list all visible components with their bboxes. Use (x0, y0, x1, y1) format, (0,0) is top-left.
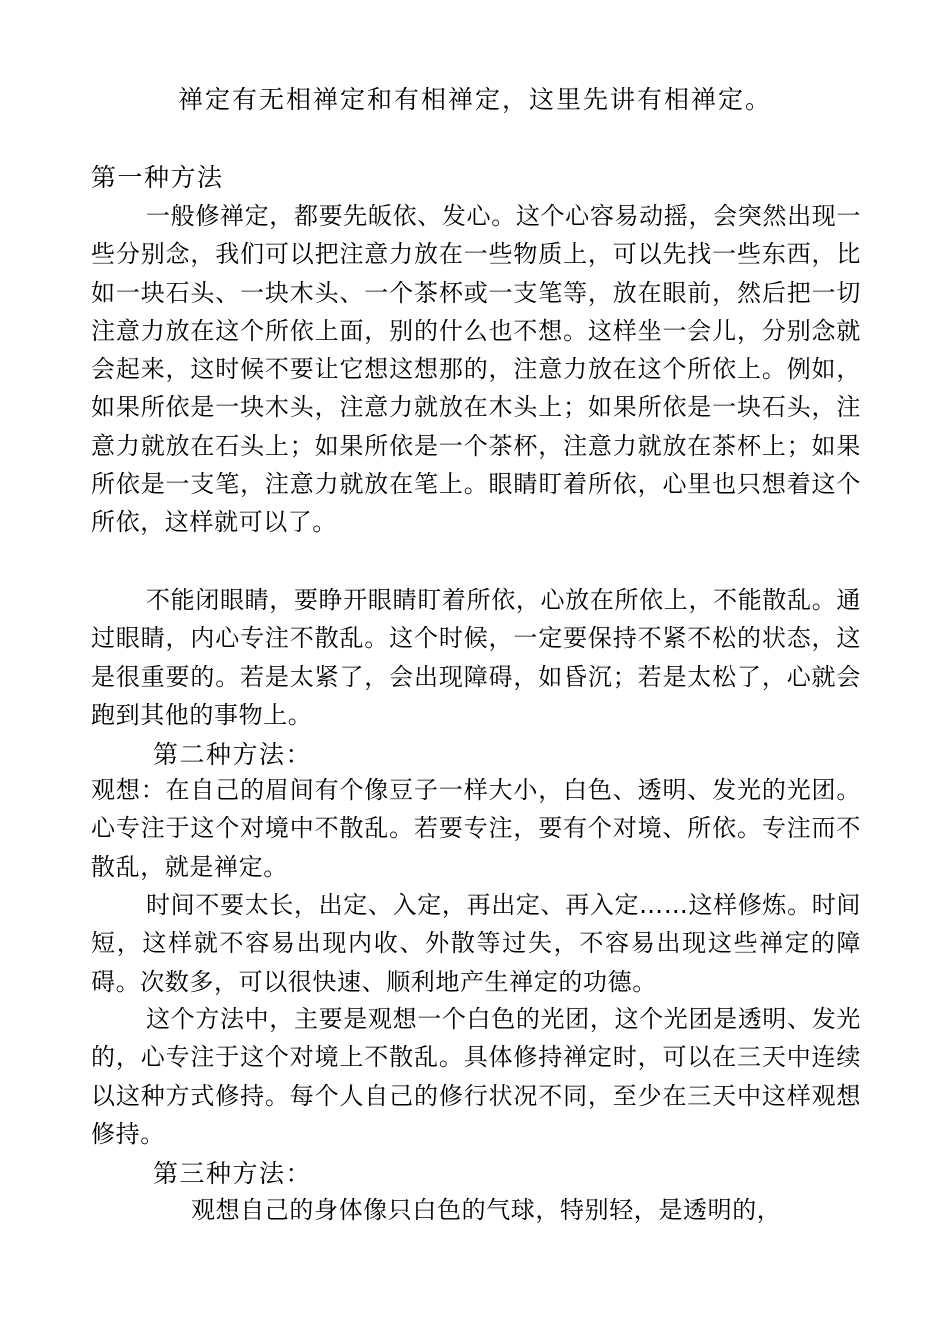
paragraph: 观想：在自己的眉间有个像豆子一样大小，白色、透明、发光的光团。心专注于这个对境中不散乱。若要专注，要有个对境、所依。专注而不散乱，就是禅定。 (91, 776, 861, 881)
paragraph: 观想自己的身体像只白色的气球，特别轻，是透明的， (191, 1196, 782, 1224)
paragraph: 一般修禅定，都要先皈依、发心。这个心容易动摇，会突然出现一些分别念，我们可以把注意力放在一些物质上，可以先找一些东西，比如一块石头、一块木头、一个茶杯或一支笔等，放在眼前，然后把一切注意力放在这个所依上面，别的什么也不想。这样坐一会儿，分别念就会起来，这时候不要让它想这想那的，注意力放在这个所依上。例如，如果所依是一块木头，注意力就放在木头上；如果所依是一块石头，注意力就放在石头上；如果所依是一个茶杯，注意力就放在茶杯上；如果所依是一支笔，注意力就放在笔上。眼睛盯着所依，心里也只想着这个所依，这样就可以了。 (91, 202, 861, 537)
paragraph: 这个方法中，主要是观想一个白色的光团，这个光团是透明、发光的，心专注于这个对境上不散乱。具体修持禅定时，可以在三天中连续以这种方式修持。每个人自己的修行状况不同，至少在三天中这样观想修持。 (91, 1005, 861, 1148)
section-heading-method-3: 第三种方法： (153, 1159, 313, 1188)
paragraph: 时间不要太长，出定、入定，再出定、再入定……这样修炼。时间短，这样就不容易出现内收、外散等过失，不容易出现这些禅定的障碍。次数多，可以很快速、顺利地产生禅定的功德。 (91, 891, 861, 996)
section-heading-method-2: 第二种方法： (153, 740, 313, 769)
section-heading-method-1: 第一种方法 (91, 163, 224, 192)
page-title: 禅定有无相禅定和有相禅定，这里先讲有相禅定。 (177, 85, 772, 114)
paragraph: 不能闭眼睛，要睁开眼睛盯着所依，心放在所依上，不能散乱。通过眼睛，内心专注不散乱。这个时候，一定要保持不紧不松的状态，这是很重要的。若是太紧了，会出现障碍，如昏沉；若是太松了，心就会跑到其他的事物上。 (91, 586, 861, 729)
